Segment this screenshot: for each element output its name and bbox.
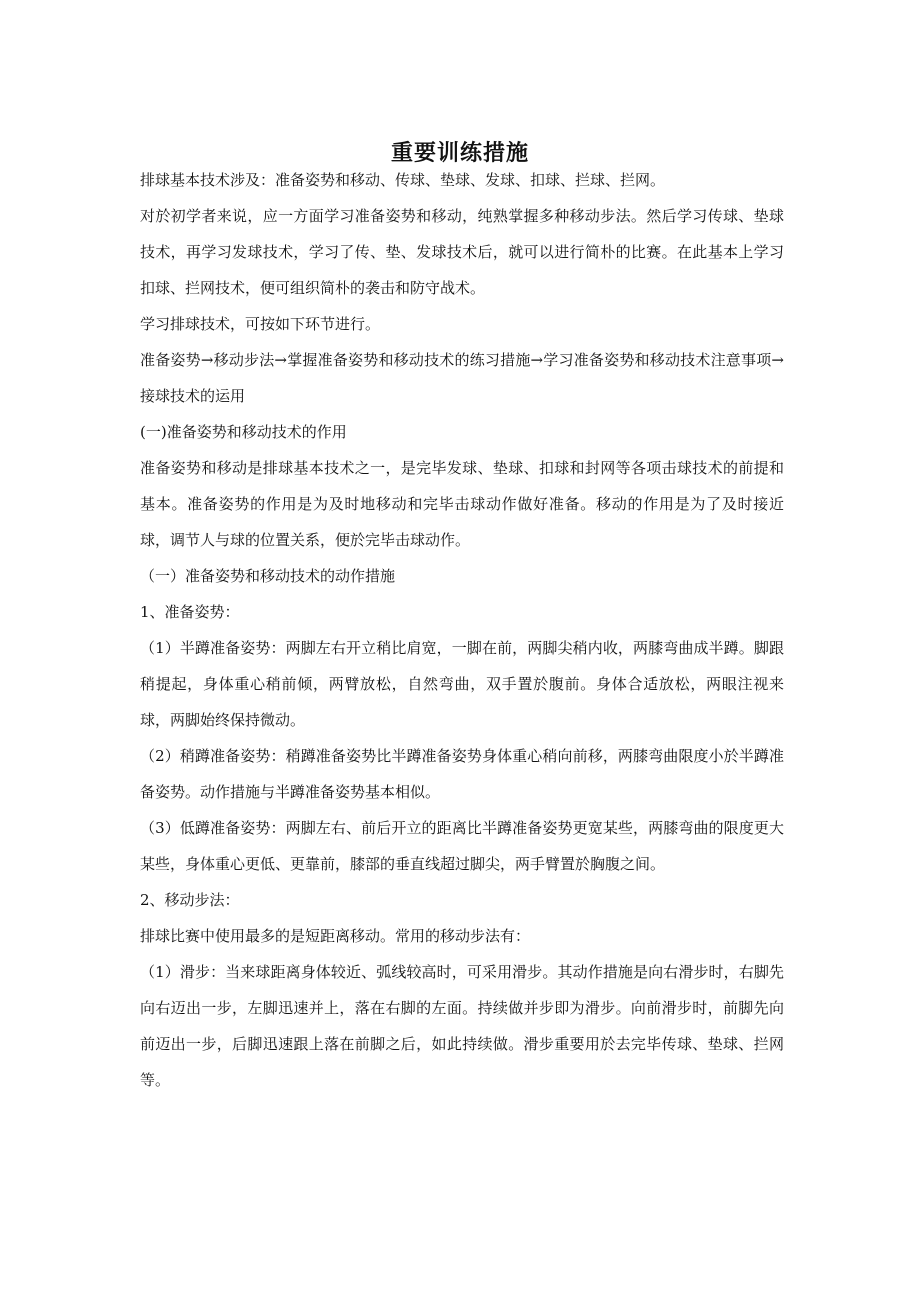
paragraph-beginners: 对於初学者来说，应一方面学习准备姿势和移动，纯熟掌握多种移动步法。然后学习传球、垫球技术，再学习发球技术，学习了传、垫、发球技术后，就可以进行简朴的比赛。在此基本上学习扣球、拦网技术，便可组织简朴的袭击和防守战术。 bbox=[140, 207, 784, 297]
document-body bbox=[140, 162, 784, 1098]
paragraph-slight-squat: （2）稍蹲准备姿势：稍蹲准备姿势比半蹲准备姿势身体重心稍向前移，两膝弯曲限度小於半蹲准备姿势。动作措施与半蹲准备姿势基本相似。 bbox=[140, 747, 784, 801]
subheading-ready-position: 1、准备姿势： bbox=[140, 603, 240, 621]
paragraph-role: 准备姿势和移动是排球基本技术之一，是完毕发球、垫球、扣球和封网等各项击球技术的前提和基本。准备姿势的作用是为及时地移动和完毕击球动作做好准备。移动的作用是为了及时接近球，调节人与球的位置关系，便於完毕击球动作。 bbox=[140, 459, 784, 549]
subheading-footwork: 2、移动步法： bbox=[140, 891, 240, 909]
paragraph-slide-step: （1）滑步：当来球距离身体较近、弧线较高时，可采用滑步。其动作措施是向右滑步时，右脚先向右迈出一步，左脚迅速并上，落在右脚的左面。持续做并步即为滑步。向前滑步时，前脚先向前迈出一步，后脚迅速跟上落在前脚之后，如此持续做。滑步重要用於去完毕传球、垫球、拦网等。 bbox=[140, 963, 784, 1089]
paragraph-steps-sequence: 准备姿势→移动步法→掌握准备姿势和移动技术的练习措施→学习准备姿势和移动技术注意事项→接球技术的运用 bbox=[140, 351, 784, 405]
section-heading-role: (一)准备姿势和移动技术的作用 bbox=[140, 423, 347, 441]
paragraph-steps-intro: 学习排球技术，可按如下环节进行。 bbox=[140, 315, 381, 333]
paragraph-low-squat: （3）低蹲准备姿势：两脚左右、前后开立的距离比半蹲准备姿势更宽某些，两膝弯曲的限度更大某些，身体重心更低、更靠前，膝部的垂直线超过脚尖，两手臂置於胸腹之间。 bbox=[140, 819, 784, 873]
paragraph-intro: 排球基本技术涉及：准备姿势和移动、传球、垫球、发球、扣球、拦球、拦网。 bbox=[140, 171, 666, 189]
document-title: 重要训练措施 bbox=[390, 139, 529, 166]
section-heading-methods: （一）准备姿势和移动技术的动作措施 bbox=[140, 567, 396, 585]
paragraph-half-squat: （1）半蹲准备姿势：两脚左右开立稍比肩宽，一脚在前，两脚尖稍内收，两膝弯曲成半蹲。脚跟稍提起，身体重心稍前倾，两臂放松，自然弯曲，双手置於腹前。身体合适放松，两眼注视来球，两脚始终保持微动。 bbox=[140, 639, 784, 729]
paragraph-footwork-intro: 排球比赛中使用最多的是短距离移动。常用的移动步法有： bbox=[140, 927, 531, 945]
